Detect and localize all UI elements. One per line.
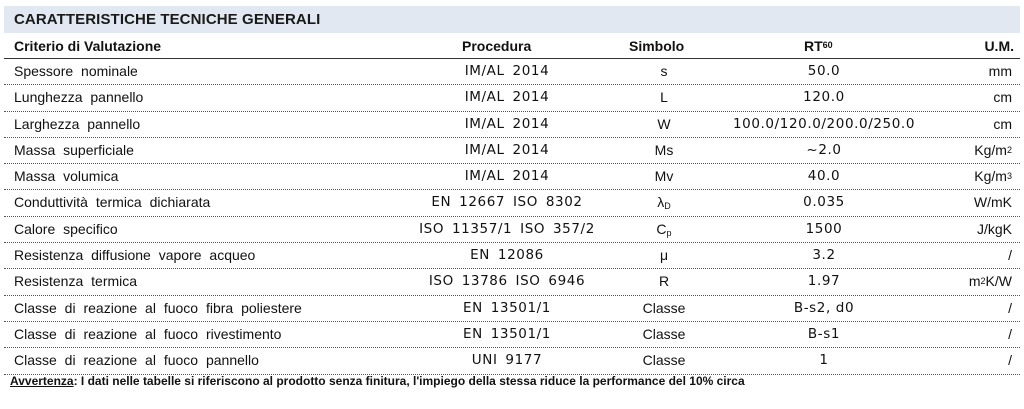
cell-valore: 1.97: [807, 273, 841, 290]
simbolo-text: μ: [659, 247, 669, 264]
um-text: mm: [988, 63, 1012, 79]
cell-valore: 1: [819, 352, 829, 369]
cell-procedura: IM/AL 2014: [464, 141, 550, 158]
cell-criterio: Massa superficiale: [14, 141, 134, 158]
simbolo-text: Classe: [642, 325, 686, 342]
table-row: [4, 85, 1020, 111]
um-superscript: 2: [980, 276, 986, 287]
cell-valore: 40.0: [807, 168, 841, 185]
simbolo-text: Ms: [654, 141, 674, 158]
cell-criterio: Classe di reazione al fuoco fibra poliestere: [14, 299, 302, 316]
cell-criterio: Lunghezza pannello: [14, 89, 144, 106]
table-row: [4, 269, 1020, 295]
table-row: [4, 59, 1020, 85]
um-text: Kg/m: [974, 168, 1007, 185]
cell-um: [974, 142, 1012, 158]
cell-valore: ~2.0: [806, 141, 842, 158]
cell-criterio: Resistenza diffusione vapore acqueo: [14, 247, 256, 264]
table-row: [4, 138, 1020, 164]
cell-valore: 100.0/120.0/200.0/250.0: [732, 115, 916, 132]
cell-procedura: EN 13501/1: [462, 299, 551, 316]
cell-criterio: Classe di reazione al fuoco rivestimento: [14, 325, 282, 342]
cell-um: [993, 116, 1012, 132]
simbolo-text: Mv: [654, 168, 674, 185]
table-row: [4, 322, 1020, 348]
header-rt-label: RT: [804, 38, 823, 54]
cell-procedura: IM/AL 2014: [464, 168, 550, 185]
cell-valore: B-s2, d0: [793, 299, 855, 316]
simbolo-text: Classe: [642, 352, 686, 369]
cell-procedura: IM/AL 2014: [464, 89, 550, 106]
table-row: [4, 296, 1020, 322]
cell-valore: 3.2: [812, 247, 836, 264]
um-superscript: 3: [1006, 171, 1012, 182]
table-row: [4, 348, 1020, 374]
cell-procedura: ISO 13786 ISO 6946: [428, 273, 586, 290]
warning-text: : I dati nelle tabelle si riferiscono al prodotto senza finitura, l'impiego della stessa riduce la performance del 10% circa: [73, 374, 745, 388]
um-text: /: [1008, 299, 1012, 316]
table-row: [4, 217, 1020, 243]
warning-label: Avvertenza: [10, 374, 74, 388]
cell-valore: 50.0: [807, 63, 841, 79]
simbolo-text: Classe: [642, 299, 686, 316]
cell-valore: B-s1: [807, 325, 841, 342]
header-simbolo: Simbolo: [629, 38, 685, 54]
um-text: W/mK: [973, 194, 1012, 211]
header-criterio: Criterio di Valutazione: [14, 38, 162, 54]
simbolo-text: s: [660, 63, 668, 79]
warning-note: [10, 374, 745, 388]
cell-um: [1008, 326, 1012, 342]
cell-um: [1008, 300, 1012, 316]
um-text: /: [1008, 352, 1012, 369]
table-row: [4, 164, 1020, 190]
cell-procedura: ISO 11357/1 ISO 357/2: [419, 220, 595, 237]
section-title-bar: [4, 6, 1020, 33]
table-header: [4, 34, 1020, 59]
um-text: m: [968, 273, 981, 290]
cell-criterio: Conduttività termica dichiarata: [14, 194, 211, 211]
header-rt: [804, 38, 833, 54]
cell-um: [974, 168, 1012, 184]
cell-valore: 0.035: [803, 194, 845, 211]
table-row: [4, 112, 1020, 138]
cell-um: [989, 63, 1012, 79]
simbolo-text: L: [660, 89, 668, 106]
um-text: Kg/m: [974, 141, 1007, 158]
um-text: cm: [993, 115, 1012, 132]
cell-um: [977, 221, 1012, 237]
um-text: cm: [993, 89, 1012, 106]
um-text: J/kgK: [976, 220, 1012, 237]
cell-criterio: Massa volumica: [14, 168, 119, 185]
table-row: [4, 190, 1020, 216]
cell-um: [1008, 247, 1012, 263]
table-row: [4, 243, 1020, 269]
cell-um: [974, 194, 1012, 210]
simbolo-subscript: D: [664, 201, 671, 212]
cell-criterio: Calore specifico: [14, 220, 118, 237]
um-superscript: 2: [1006, 144, 1012, 155]
cell-criterio: Spessore nominale: [14, 63, 138, 79]
cell-um: [969, 273, 1012, 289]
section-title: CARATTERISTICHE TECNICHE GENERALI: [14, 11, 321, 28]
cell-procedura: UNI 9177: [471, 352, 543, 369]
um-text: /: [1008, 247, 1012, 264]
cell-procedura: IM/AL 2014: [464, 63, 550, 79]
cell-um: [993, 89, 1012, 105]
simbolo-text: W: [657, 115, 671, 132]
cell-criterio: Classe di reazione al fuoco pannello: [14, 352, 259, 369]
cell-valore: 120.0: [803, 89, 845, 106]
um-tail: K/W: [985, 273, 1012, 290]
cell-um: [1008, 352, 1012, 368]
cell-procedura: EN 12667 ISO 8302: [431, 194, 583, 211]
table-body: [4, 59, 1020, 375]
simbolo-text: R: [658, 273, 670, 290]
simbolo-text: λ: [657, 194, 665, 211]
cell-procedura: EN 13501/1: [462, 325, 551, 342]
cell-valore: 1500: [805, 220, 843, 237]
header-procedura: Procedura: [462, 38, 532, 54]
cell-criterio: Larghezza pannello: [14, 115, 141, 132]
cell-procedura: EN 12086: [470, 247, 544, 264]
header-um: U.M.: [984, 38, 1014, 54]
header-rt-sup: 60: [822, 40, 833, 50]
um-text: /: [1008, 325, 1012, 342]
simbolo-subscript: p: [666, 227, 672, 238]
cell-criterio: Resistenza termica: [14, 273, 138, 290]
simbolo-text: C: [656, 220, 667, 237]
cell-procedura: IM/AL 2014: [464, 115, 550, 132]
